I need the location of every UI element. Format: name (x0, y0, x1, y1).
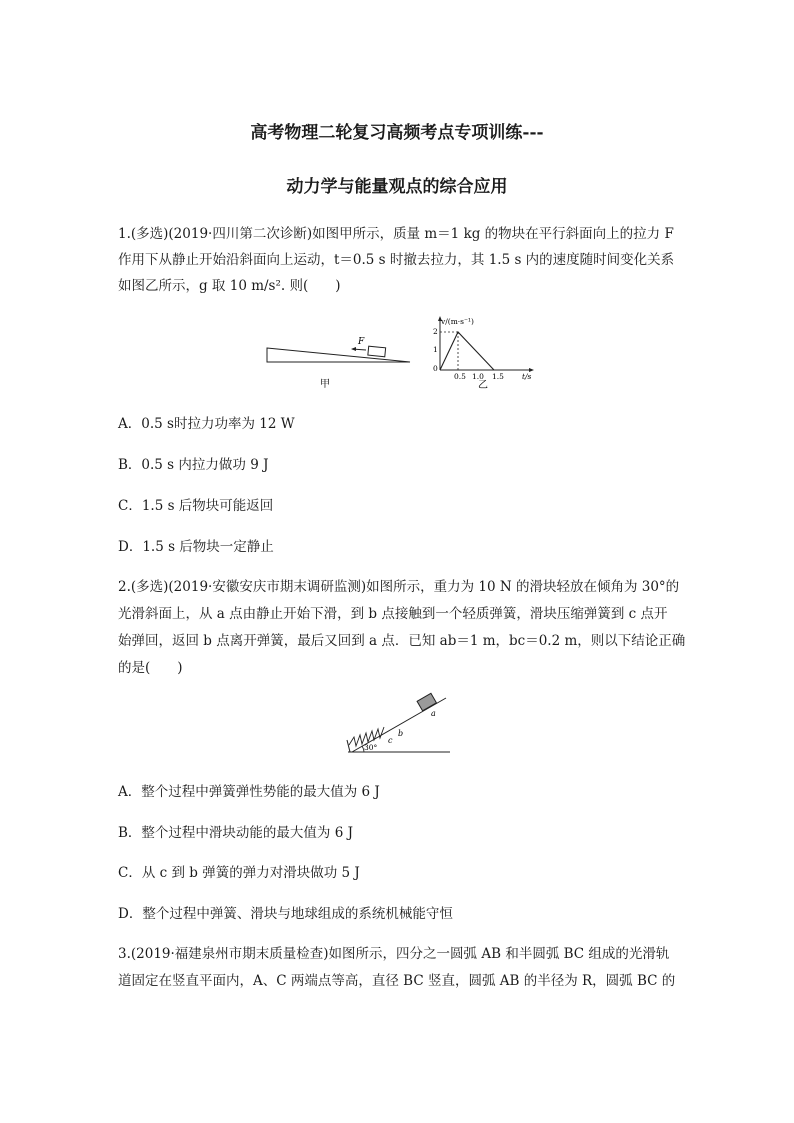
y-tick-1: 1 (433, 345, 438, 354)
q1-line-2: 作用下从静止开始沿斜面向上运动，t＝0.5 s 时撤去拉力，其 1.5 s 内的速度随时间变化关系 (118, 252, 675, 268)
q2-line-4: 的是( ) (118, 660, 183, 676)
q1-figure-vt-graph (420, 310, 540, 390)
y-tick-0: 0 (433, 364, 438, 373)
q1-option-a: A．0.5 s时拉力功率为 12 W (118, 416, 295, 432)
q2-line-3: 始弹回，返回 b 点离开弹簧，最后又回到 a 点．已知 ab＝1 m，bc＝0.2 m，则以下结论正确 (118, 633, 686, 649)
q1-option-d: D．1.5 s 后物块一定静止 (118, 539, 274, 555)
point-label-b: b (398, 729, 404, 738)
q1-option-c: C．1.5 s 后物块可能返回 (118, 498, 274, 514)
x-tick-0.5: 0.5 (454, 372, 466, 381)
point-label-a: a (431, 709, 436, 718)
page-subtitle: 动力学与能量观点的综合应用 (286, 177, 508, 197)
q3-line-2: 道固定在竖直平面内，A、C 两端点等高，直径 BC 竖直，圆弧 AB 的半径为 R，圆弧 BC 的 (118, 973, 676, 989)
incline-shape (267, 348, 410, 362)
q1-option-b: B．0.5 s 内拉力做功 9 J (118, 457, 269, 473)
q1-line-1: 1.(多选)(2019·四川第二次诊断)如图甲所示，质量 m＝1 kg 的物块在平行斜面向上的拉力 F (118, 226, 674, 242)
x-axis-label: t/s (522, 372, 532, 381)
q2-line-1: 2.(多选)(2019·安徽安庆市期末调研监测)如图所示，重力为 10 N 的滑块轻放在倾角为 30°的 (118, 579, 680, 595)
q2-line-2: 光滑斜面上，从 a 点由静止开始下滑，到 b 点接触到一个轻质弹簧，滑块压缩弹簧到 c 点开 (118, 606, 668, 622)
q2-figure-incline-spring (344, 690, 454, 754)
y-axis-label: v/(m·s⁻¹) (441, 317, 474, 326)
q2-option-c: C．从 c 到 b 弹簧的弹力对滑块做功 5 J (118, 865, 360, 881)
force-arrowhead (351, 347, 356, 351)
q3-line-1: 3.(2019·福建泉州市期末质量检查)如图所示，四分之一圆弧 AB 和半圆弧 BC 组成的光滑轨 (118, 946, 670, 962)
point-label-c: c (388, 736, 393, 745)
page-title: 高考物理二轮复习高频考点专项训练--- (250, 123, 544, 143)
q1-line-3: 如图乙所示，g 取 10 m/s². 则( ) (118, 278, 341, 294)
block-icon (368, 346, 386, 357)
y-tick-2: 2 (433, 327, 438, 336)
q1-figure-incline (262, 332, 414, 392)
q2-option-d: D．整个过程中弹簧、滑块与地球组成的系统机械能守恒 (118, 906, 453, 922)
q2-option-a: A．整个过程中弹簧弹性势能的最大值为 6 J (118, 784, 380, 800)
x-tick-1.0: 1.0 (472, 372, 484, 381)
caption-yi: 乙 (478, 380, 488, 390)
force-label: F (358, 337, 365, 347)
velocity-series-line (440, 332, 494, 370)
angle-label: 30° (364, 743, 378, 752)
x-tick-1.5: 1.5 (492, 372, 504, 381)
q2-option-b: B．整个过程中滑块动能的最大值为 6 J (118, 825, 354, 841)
caption-jia: 甲 (320, 379, 330, 390)
wall-line (347, 740, 350, 752)
